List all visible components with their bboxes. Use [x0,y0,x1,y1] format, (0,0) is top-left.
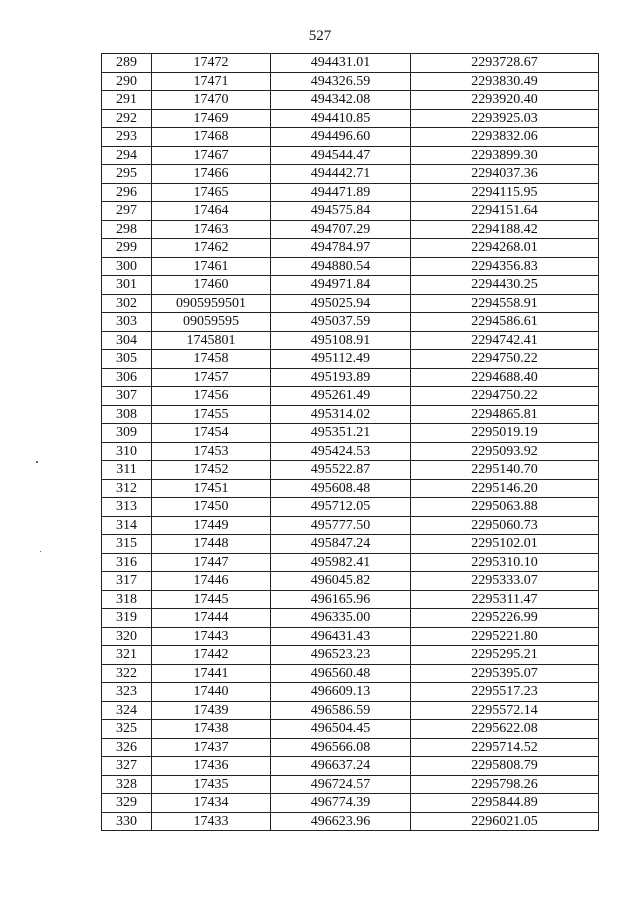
x-coordinate-cell: 496560.48 [271,664,411,683]
x-coordinate-cell: 495351.21 [271,424,411,443]
table-row [102,313,599,332]
row-number-cell: 291 [102,91,152,110]
point-id-cell: 17440 [152,683,271,702]
coordinates-table [101,53,599,831]
row-number-cell: 330 [102,812,152,831]
row-number-cell: 300 [102,257,152,276]
table-body [102,54,599,831]
row-number-cell: 311 [102,461,152,480]
row-number-cell: 316 [102,553,152,572]
y-coordinate-cell: 2296021.05 [411,812,599,831]
point-id-cell: 17451 [152,479,271,498]
y-coordinate-cell: 2294688.40 [411,368,599,387]
row-number-cell: 324 [102,701,152,720]
x-coordinate-cell: 496504.45 [271,720,411,739]
point-id-cell: 17448 [152,535,271,554]
x-coordinate-cell: 494342.08 [271,91,411,110]
y-coordinate-cell: 2294742.41 [411,331,599,350]
y-coordinate-cell: 2295844.89 [411,794,599,813]
table-row [102,294,599,313]
y-coordinate-cell: 2294356.83 [411,257,599,276]
table-row [102,220,599,239]
x-coordinate-cell: 495037.59 [271,313,411,332]
y-coordinate-cell: 2294586.61 [411,313,599,332]
y-coordinate-cell: 2294750.22 [411,387,599,406]
table-row [102,276,599,295]
x-coordinate-cell: 494575.84 [271,202,411,221]
point-id-cell: 17445 [152,590,271,609]
table-row [102,165,599,184]
y-coordinate-cell: 2294558.91 [411,294,599,313]
row-number-cell: 304 [102,331,152,350]
row-number-cell: 290 [102,72,152,91]
point-id-cell: 17464 [152,202,271,221]
row-number-cell: 305 [102,350,152,369]
y-coordinate-cell: 2295102.01 [411,535,599,554]
row-number-cell: 295 [102,165,152,184]
point-id-cell: 17465 [152,183,271,202]
x-coordinate-cell: 494431.01 [271,54,411,73]
row-number-cell: 325 [102,720,152,739]
x-coordinate-cell: 494471.89 [271,183,411,202]
x-coordinate-cell: 495314.02 [271,405,411,424]
point-id-cell: 17447 [152,553,271,572]
row-number-cell: 312 [102,479,152,498]
table-row [102,91,599,110]
x-coordinate-cell: 494707.29 [271,220,411,239]
point-id-cell: 17461 [152,257,271,276]
point-id-cell: 17434 [152,794,271,813]
row-number-cell: 326 [102,738,152,757]
point-id-cell: 17442 [152,646,271,665]
table-row [102,54,599,73]
y-coordinate-cell: 2293832.06 [411,128,599,147]
table-row [102,812,599,831]
point-id-cell: 17458 [152,350,271,369]
point-id-cell: 17433 [152,812,271,831]
row-number-cell: 307 [102,387,152,406]
row-number-cell: 315 [102,535,152,554]
x-coordinate-cell: 494784.97 [271,239,411,258]
point-id-cell: 17466 [152,165,271,184]
x-coordinate-cell: 495193.89 [271,368,411,387]
row-number-cell: 292 [102,109,152,128]
y-coordinate-cell: 2293899.30 [411,146,599,165]
row-number-cell: 328 [102,775,152,794]
table-row [102,257,599,276]
row-number-cell: 298 [102,220,152,239]
point-id-cell: 17438 [152,720,271,739]
table-row [102,350,599,369]
table-row [102,479,599,498]
x-coordinate-cell: 496431.43 [271,627,411,646]
table-row [102,646,599,665]
row-number-cell: 308 [102,405,152,424]
x-coordinate-cell: 495025.94 [271,294,411,313]
point-id-cell: 17449 [152,516,271,535]
x-coordinate-cell: 496165.96 [271,590,411,609]
y-coordinate-cell: 2295140.70 [411,461,599,480]
table-row [102,109,599,128]
row-number-cell: 293 [102,128,152,147]
x-coordinate-cell: 495608.48 [271,479,411,498]
table-row [102,72,599,91]
y-coordinate-cell: 2295798.26 [411,775,599,794]
point-id-cell: 17444 [152,609,271,628]
y-coordinate-cell: 2294151.64 [411,202,599,221]
point-id-cell: 0905959501 [152,294,271,313]
table-row [102,128,599,147]
point-id-cell: 17455 [152,405,271,424]
page-number: 527 [308,28,332,44]
point-id-cell: 17443 [152,627,271,646]
scan-speck [36,461,38,463]
table-row [102,202,599,221]
table-row [102,572,599,591]
row-number-cell: 309 [102,424,152,443]
y-coordinate-cell: 2294430.25 [411,276,599,295]
point-id-cell: 17454 [152,424,271,443]
table-row [102,368,599,387]
scan-speck [40,551,41,552]
y-coordinate-cell: 2295060.73 [411,516,599,535]
x-coordinate-cell: 494971.84 [271,276,411,295]
table-row [102,424,599,443]
table-row [102,627,599,646]
x-coordinate-cell: 496637.24 [271,757,411,776]
x-coordinate-cell: 495112.49 [271,350,411,369]
y-coordinate-cell: 2295395.07 [411,664,599,683]
x-coordinate-cell: 496045.82 [271,572,411,591]
point-id-cell: 17471 [152,72,271,91]
table-row [102,516,599,535]
y-coordinate-cell: 2295333.07 [411,572,599,591]
x-coordinate-cell: 496774.39 [271,794,411,813]
x-coordinate-cell: 494880.54 [271,257,411,276]
row-number-cell: 314 [102,516,152,535]
x-coordinate-cell: 496335.00 [271,609,411,628]
row-number-cell: 323 [102,683,152,702]
y-coordinate-cell: 2293830.49 [411,72,599,91]
row-number-cell: 321 [102,646,152,665]
table-row [102,442,599,461]
row-number-cell: 318 [102,590,152,609]
table-row [102,331,599,350]
table-row [102,664,599,683]
table-row [102,720,599,739]
point-id-cell: 17460 [152,276,271,295]
x-coordinate-cell: 494442.71 [271,165,411,184]
table-row [102,405,599,424]
y-coordinate-cell: 2295093.92 [411,442,599,461]
row-number-cell: 329 [102,794,152,813]
row-number-cell: 317 [102,572,152,591]
x-coordinate-cell: 494496.60 [271,128,411,147]
row-number-cell: 289 [102,54,152,73]
x-coordinate-cell: 496724.57 [271,775,411,794]
table-row [102,757,599,776]
row-number-cell: 310 [102,442,152,461]
x-coordinate-cell: 494326.59 [271,72,411,91]
y-coordinate-cell: 2293925.03 [411,109,599,128]
x-coordinate-cell: 496566.08 [271,738,411,757]
row-number-cell: 327 [102,757,152,776]
y-coordinate-cell: 2295572.14 [411,701,599,720]
y-coordinate-cell: 2295221.80 [411,627,599,646]
row-number-cell: 319 [102,609,152,628]
y-coordinate-cell: 2295808.79 [411,757,599,776]
y-coordinate-cell: 2294115.95 [411,183,599,202]
table-row [102,387,599,406]
x-coordinate-cell: 495424.53 [271,442,411,461]
row-number-cell: 297 [102,202,152,221]
point-id-cell: 1745801 [152,331,271,350]
table-row [102,738,599,757]
point-id-cell: 17453 [152,442,271,461]
table-row [102,609,599,628]
y-coordinate-cell: 2295517.23 [411,683,599,702]
y-coordinate-cell: 2295226.99 [411,609,599,628]
point-id-cell: 17463 [152,220,271,239]
table-row [102,683,599,702]
x-coordinate-cell: 495847.24 [271,535,411,554]
y-coordinate-cell: 2294188.42 [411,220,599,239]
point-id-cell: 17450 [152,498,271,517]
y-coordinate-cell: 2294268.01 [411,239,599,258]
x-coordinate-cell: 495108.91 [271,331,411,350]
point-id-cell: 17457 [152,368,271,387]
point-id-cell: 17452 [152,461,271,480]
table-row [102,239,599,258]
point-id-cell: 17439 [152,701,271,720]
row-number-cell: 301 [102,276,152,295]
table-row [102,553,599,572]
x-coordinate-cell: 496609.13 [271,683,411,702]
point-id-cell: 17437 [152,738,271,757]
row-number-cell: 296 [102,183,152,202]
row-number-cell: 299 [102,239,152,258]
x-coordinate-cell: 496623.96 [271,812,411,831]
table-row [102,461,599,480]
table-row [102,590,599,609]
row-number-cell: 313 [102,498,152,517]
y-coordinate-cell: 2295146.20 [411,479,599,498]
x-coordinate-cell: 494544.47 [271,146,411,165]
table-row [102,701,599,720]
y-coordinate-cell: 2295295.21 [411,646,599,665]
point-id-cell: 17470 [152,91,271,110]
point-id-cell: 17435 [152,775,271,794]
x-coordinate-cell: 496586.59 [271,701,411,720]
x-coordinate-cell: 495261.49 [271,387,411,406]
row-number-cell: 306 [102,368,152,387]
point-id-cell: 09059595 [152,313,271,332]
x-coordinate-cell: 495522.87 [271,461,411,480]
row-number-cell: 322 [102,664,152,683]
table-row [102,183,599,202]
point-id-cell: 17462 [152,239,271,258]
point-id-cell: 17472 [152,54,271,73]
x-coordinate-cell: 495982.41 [271,553,411,572]
y-coordinate-cell: 2293728.67 [411,54,599,73]
x-coordinate-cell: 495777.50 [271,516,411,535]
y-coordinate-cell: 2294750.22 [411,350,599,369]
y-coordinate-cell: 2295714.52 [411,738,599,757]
point-id-cell: 17446 [152,572,271,591]
table-row [102,535,599,554]
row-number-cell: 303 [102,313,152,332]
y-coordinate-cell: 2295310.10 [411,553,599,572]
y-coordinate-cell: 2295063.88 [411,498,599,517]
x-coordinate-cell: 496523.23 [271,646,411,665]
y-coordinate-cell: 2294037.36 [411,165,599,184]
row-number-cell: 320 [102,627,152,646]
y-coordinate-cell: 2293920.40 [411,91,599,110]
x-coordinate-cell: 495712.05 [271,498,411,517]
y-coordinate-cell: 2295311.47 [411,590,599,609]
point-id-cell: 17441 [152,664,271,683]
row-number-cell: 302 [102,294,152,313]
point-id-cell: 17436 [152,757,271,776]
table-row [102,146,599,165]
y-coordinate-cell: 2295622.08 [411,720,599,739]
y-coordinate-cell: 2294865.81 [411,405,599,424]
table-row [102,794,599,813]
point-id-cell: 17456 [152,387,271,406]
x-coordinate-cell: 494410.85 [271,109,411,128]
row-number-cell: 294 [102,146,152,165]
point-id-cell: 17469 [152,109,271,128]
y-coordinate-cell: 2295019.19 [411,424,599,443]
point-id-cell: 17468 [152,128,271,147]
table-row [102,775,599,794]
point-id-cell: 17467 [152,146,271,165]
table-row [102,498,599,517]
